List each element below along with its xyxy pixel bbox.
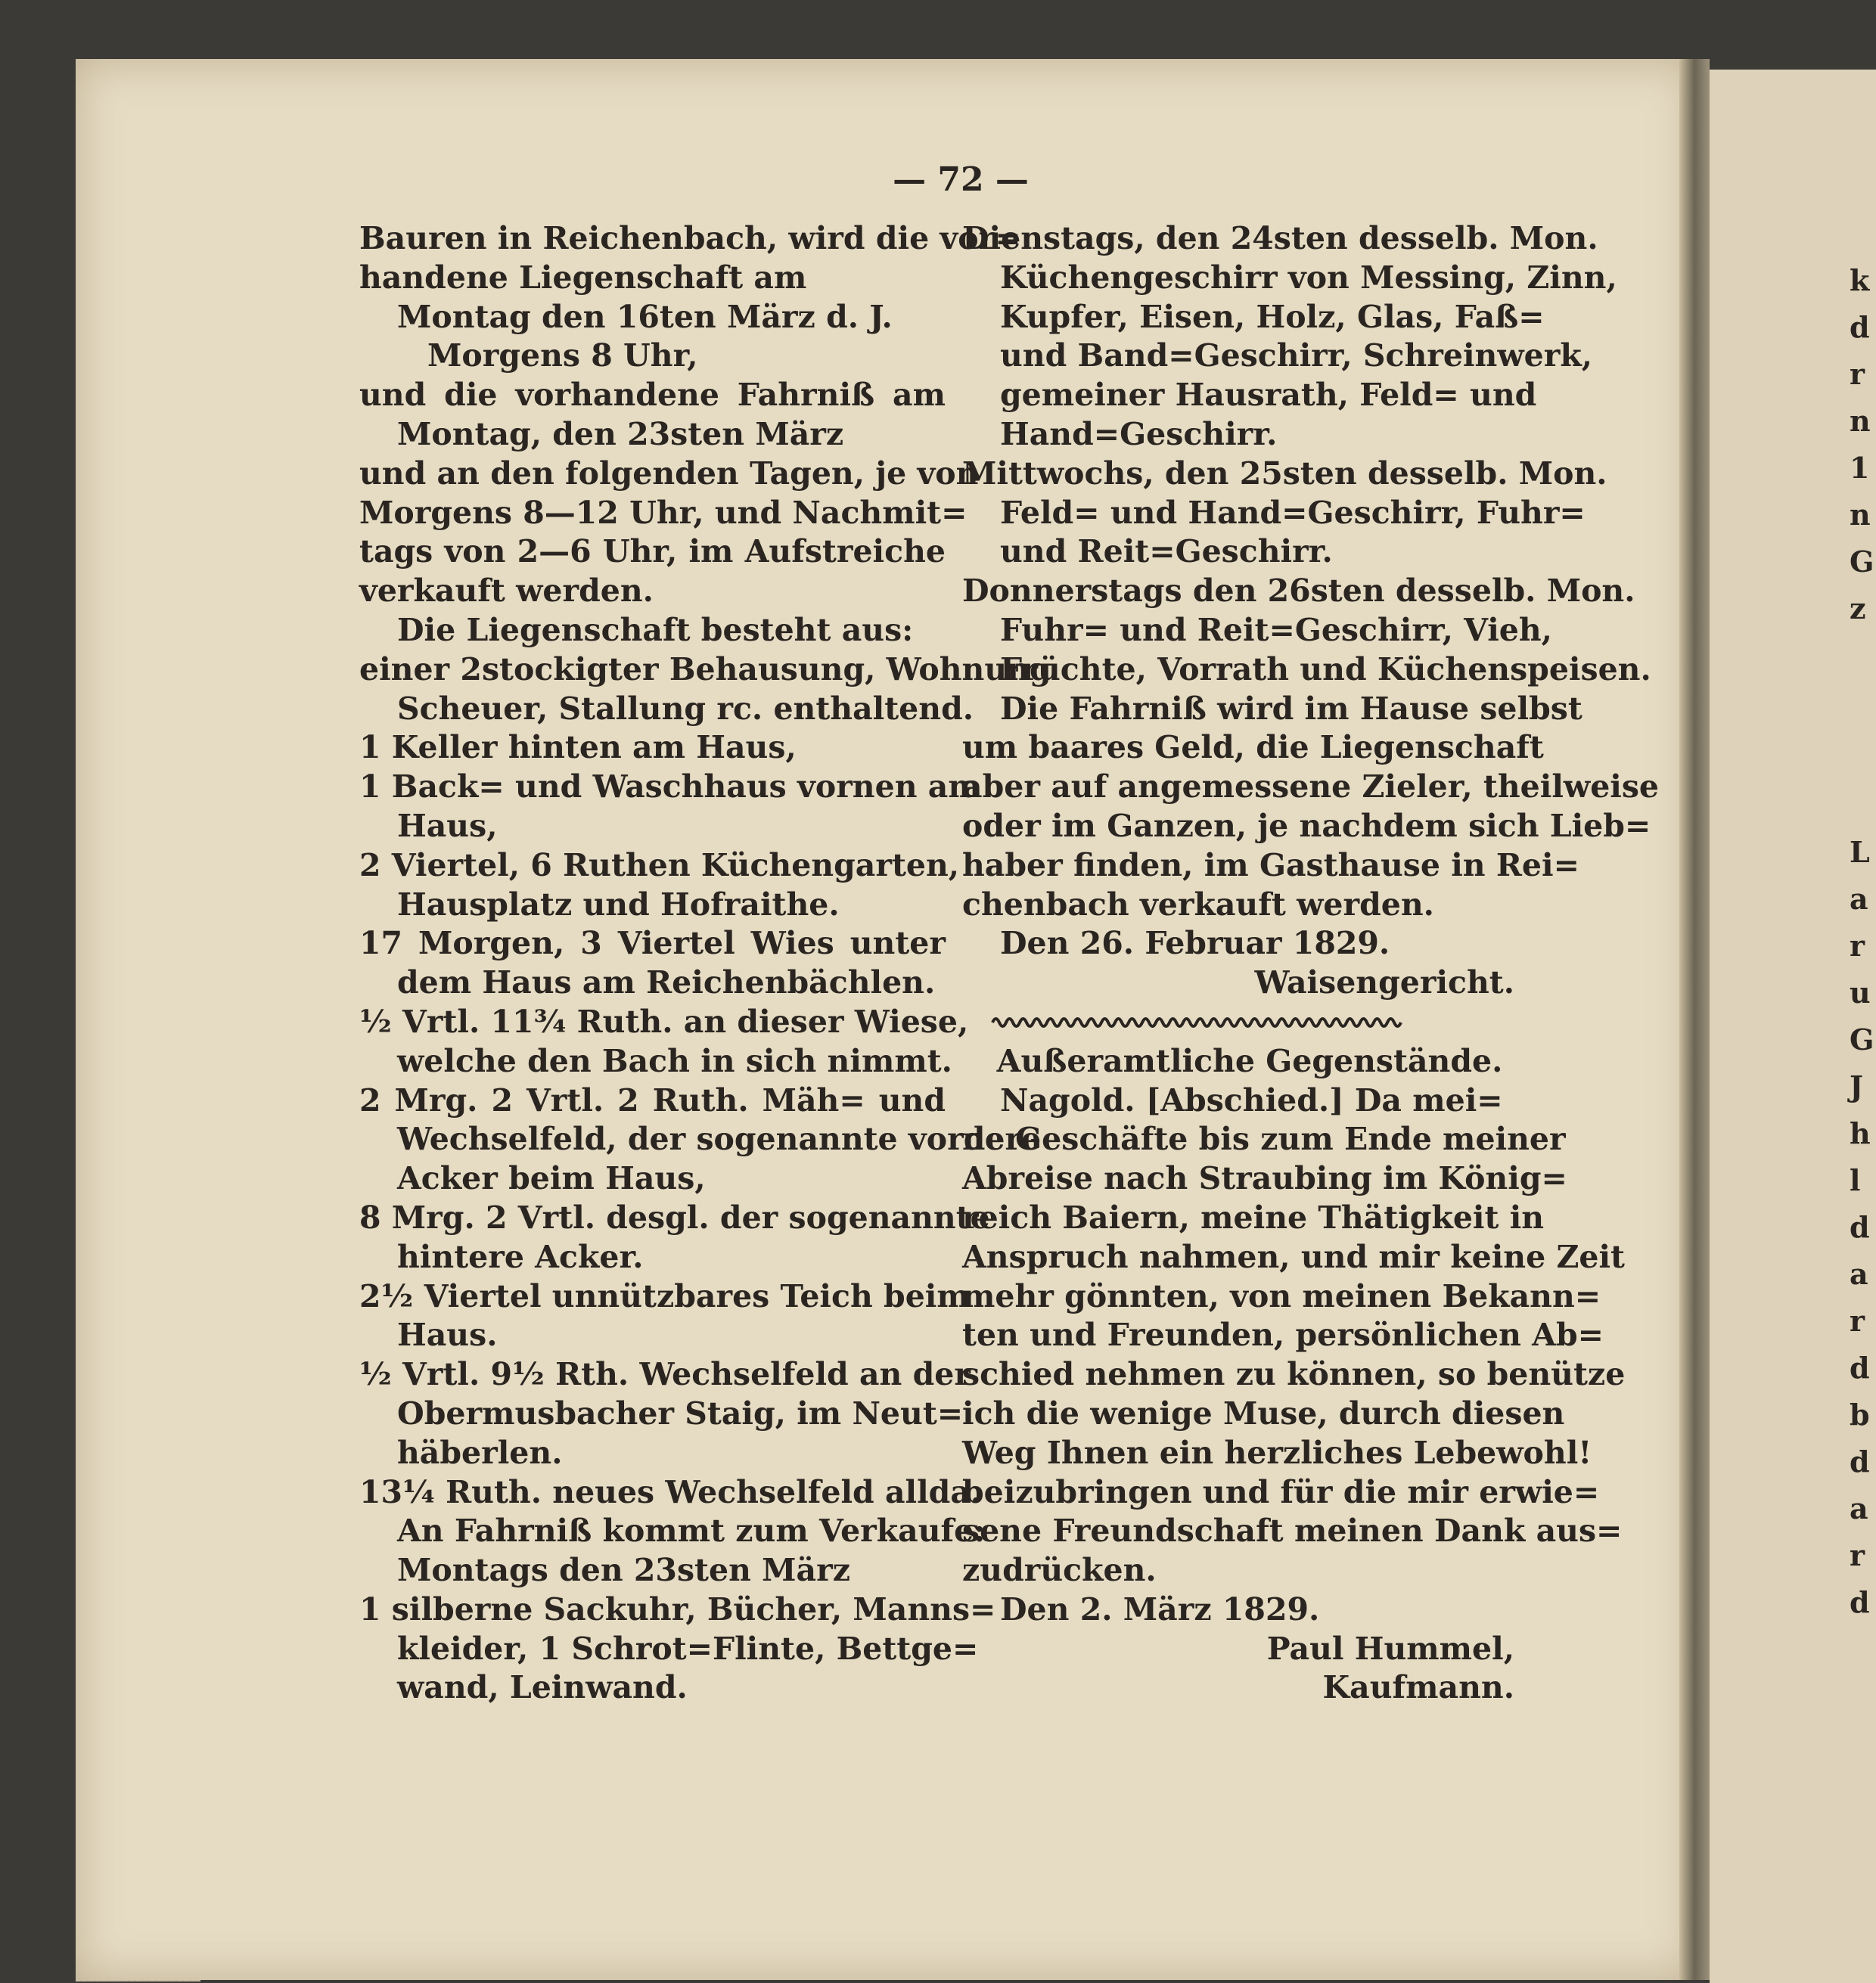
edge-letter: n [1850,498,1871,532]
edge-letter: l [1850,1163,1861,1197]
left-column-line: Morgens 8 Uhr, [427,337,698,374]
right-column-line: Dienstags, den 24sten desselb. Mon. [962,220,1598,256]
right-column-line: Paul Hummel, [1266,1630,1514,1667]
right-column-line: Donnerstags den 26sten desselb. Mon. [962,573,1635,610]
right-column-line: mehr gönnten, von meinen Bekann= [962,1277,1601,1314]
right-column-line: Kupfer, Eisen, Holz, Glas, Faß= [1000,298,1545,335]
right-column-line: Den 2. März 1829. [1000,1590,1320,1628]
left-column-line: Montags den 23sten März [397,1552,850,1589]
right-column-line: und Reit=Geschirr. [1000,533,1333,570]
next-page-edge-letters [1850,257,1876,1626]
right-column-line: schied nehmen zu können, so benütze [962,1356,1626,1393]
left-column-line: und an den folgenden Tagen, je von [359,455,979,492]
edge-letter: 1 [1850,451,1870,485]
right-column-line: Waisengericht. [1254,964,1514,1001]
left-column-line: wand, Leinwand. [397,1669,688,1706]
edge-letter: u [1850,976,1871,1010]
right-column-line: Weg Ihnen ein herzliches Lebewohl! [962,1434,1592,1471]
right-column-line: Früchte, Vorrath und Küchenspeisen. [1000,650,1651,687]
edge-letter: b [1850,1398,1870,1432]
right-column-line: Feld= und Hand=Geschirr, Fuhr= [1000,494,1586,531]
right-column-line: chenbach verkauft werden. [962,886,1434,923]
left-column-line: hintere Acker. [397,1238,644,1275]
right-column-line: gemeiner Hausrath, Feld= und [1000,377,1537,414]
left-column-line: 13¼ Ruth. neues Wechselfeld allda. [359,1473,982,1510]
edge-letter: r [1850,1538,1865,1572]
left-column-line: dem Haus am Reichenbächlen. [397,964,936,1001]
right-column-line: ich die wenige Muse, durch diesen [962,1395,1565,1432]
left-column-line: Wechselfeld, der sogenannte vordere [397,1121,1042,1158]
left-column-line: häberlen. [397,1434,563,1471]
right-column-line: ten und Freunden, persönlichen Ab= [962,1317,1604,1354]
right-column-line: Außeramtliche Gegenstände. [996,1042,1503,1079]
left-column-line: Haus, [397,807,498,844]
right-column-line: reich Baiern, meine Thätigkeit in [962,1199,1545,1236]
left-column-line: Bauren in Reichenbach, wird die vor= [359,220,1021,256]
edge-letter: L [1850,835,1870,869]
edge-letter: a [1850,1491,1868,1525]
right-column-line: ne Geschäfte bis zum Ende meiner [962,1121,1566,1158]
left-column-line: 1 Back= und Waschhaus vornen am [359,768,981,805]
edge-letter: d [1850,1445,1870,1479]
left-column-line: Haus. [397,1317,498,1354]
left-column-line: und die vorhandene Fahrniß am [359,377,946,414]
edge-letter: G [1850,1023,1874,1057]
left-column-line: Hausplatz und Hofraithe. [397,886,840,923]
page-number: — 72 — [893,160,1029,199]
right-column-line: beizubringen und für die mir erwie= [962,1473,1600,1510]
left-column-line: 1 silberne Sackuhr, Bücher, Manns= [359,1590,996,1628]
left-column-line: 2 Mrg. 2 Vrtl. 2 Ruth. Mäh= und [359,1081,946,1119]
right-column-line: zudrücken. [962,1552,1157,1589]
book-gutter [1679,59,1710,1980]
left-column-line: 17 Morgen, 3 Viertel Wies unter [359,925,946,962]
left-column-line: Die Liegenschaft besteht aus: [397,611,914,648]
right-column-line: Mittwochs, den 25sten desselb. Mon. [962,455,1607,492]
right-column-line: haber finden, im Gasthause in Rei= [962,846,1579,883]
right-column-line: Küchengeschirr von Messing, Zinn, [1000,259,1617,296]
left-column-line: 2 Viertel, 6 Ruthen Küchengarten, [359,846,960,883]
right-column-line: Nagold. [Abschied.] Da mei= [1000,1081,1503,1119]
right-column-line: um baares Geld, die Liegenschaft [962,729,1544,766]
edge-letter: d [1850,1585,1870,1619]
left-column-line: Montag, den 23sten März [397,415,844,452]
right-column-line: Fuhr= und Reit=Geschirr, Vieh, [1000,611,1552,648]
right-column-line: Anspruch nahmen, und mir keine Zeit [962,1238,1625,1275]
edge-letter: d [1850,310,1870,344]
right-column-line: aber auf angemessene Zieler, theilweise [962,768,1660,805]
right-column-line: Kaufmann. [1322,1669,1514,1706]
edge-letter: d [1850,1351,1870,1385]
left-column-line: einer 2stockigter Behausung, Wohnung [359,650,1051,687]
edge-letter: r [1850,357,1865,391]
edge-letter: h [1850,1116,1871,1150]
decorative-wave-rule [962,1003,1537,1042]
left-column-line: tags von 2—6 Uhr, im Aufstreiche [359,533,946,570]
edge-letter: n [1850,404,1871,438]
left-column-line: 1 Keller hinten am Haus, [359,729,797,766]
right-column-line: Abreise nach Straubing im König= [962,1160,1567,1197]
left-column-line: verkauft werden. [359,573,654,610]
left-column-line: 8 Mrg. 2 Vrtl. desgl. der sogenannte [359,1199,990,1236]
left-column-line: welche den Bach in sich nimmt. [397,1042,952,1079]
left-column [359,219,1051,1708]
left-column-line: Montag den 16ten März d. J. [397,298,893,335]
edge-letter: J [1850,1069,1863,1103]
left-column-line: Obermusbacher Staig, im Neut= [397,1395,964,1432]
left-column-line: ½ Vrtl. 11¾ Ruth. an dieser Wiese, [359,1003,969,1040]
edge-letter: r [1850,1304,1865,1338]
left-column-line: kleider, 1 Schrot=Flinte, Bettge= [397,1630,979,1667]
left-column-line: Morgens 8—12 Uhr, und Nachmit= [359,494,968,531]
edge-letter: a [1850,882,1868,916]
edge-letter: r [1850,929,1865,963]
right-column-line: sene Freundschaft meinen Dank aus= [962,1513,1623,1550]
edge-letter: k [1850,263,1870,297]
right-column-line: oder im Ganzen, je nachdem sich Lieb= [962,807,1651,844]
edge-letter: d [1850,1210,1870,1244]
right-column-line: und Band=Geschirr, Schreinwerk, [1000,337,1593,374]
right-column-line: Die Fahrniß wird im Hause selbst [1000,690,1582,727]
right-column [962,219,1660,1708]
left-column-line: 2½ Viertel unnützbares Teich beim [359,1277,970,1314]
right-column-line: Hand=Geschirr. [1000,415,1278,452]
left-column-line: Acker beim Haus, [397,1160,706,1197]
left-column-line: handene Liegenschaft am [359,259,807,296]
left-column-line: An Fahrniß kommt zum Verkaufe: [397,1513,986,1550]
right-column-line: Den 26. Februar 1829. [1000,925,1390,962]
left-column-line: ½ Vrtl. 9½ Rth. Wechselfeld an der [359,1356,971,1393]
edge-letter: G [1850,545,1874,579]
edge-letter: a [1850,1257,1868,1291]
edge-letter: z [1850,591,1866,625]
left-column-line: Scheuer, Stallung rc. enthaltend. [397,690,974,727]
